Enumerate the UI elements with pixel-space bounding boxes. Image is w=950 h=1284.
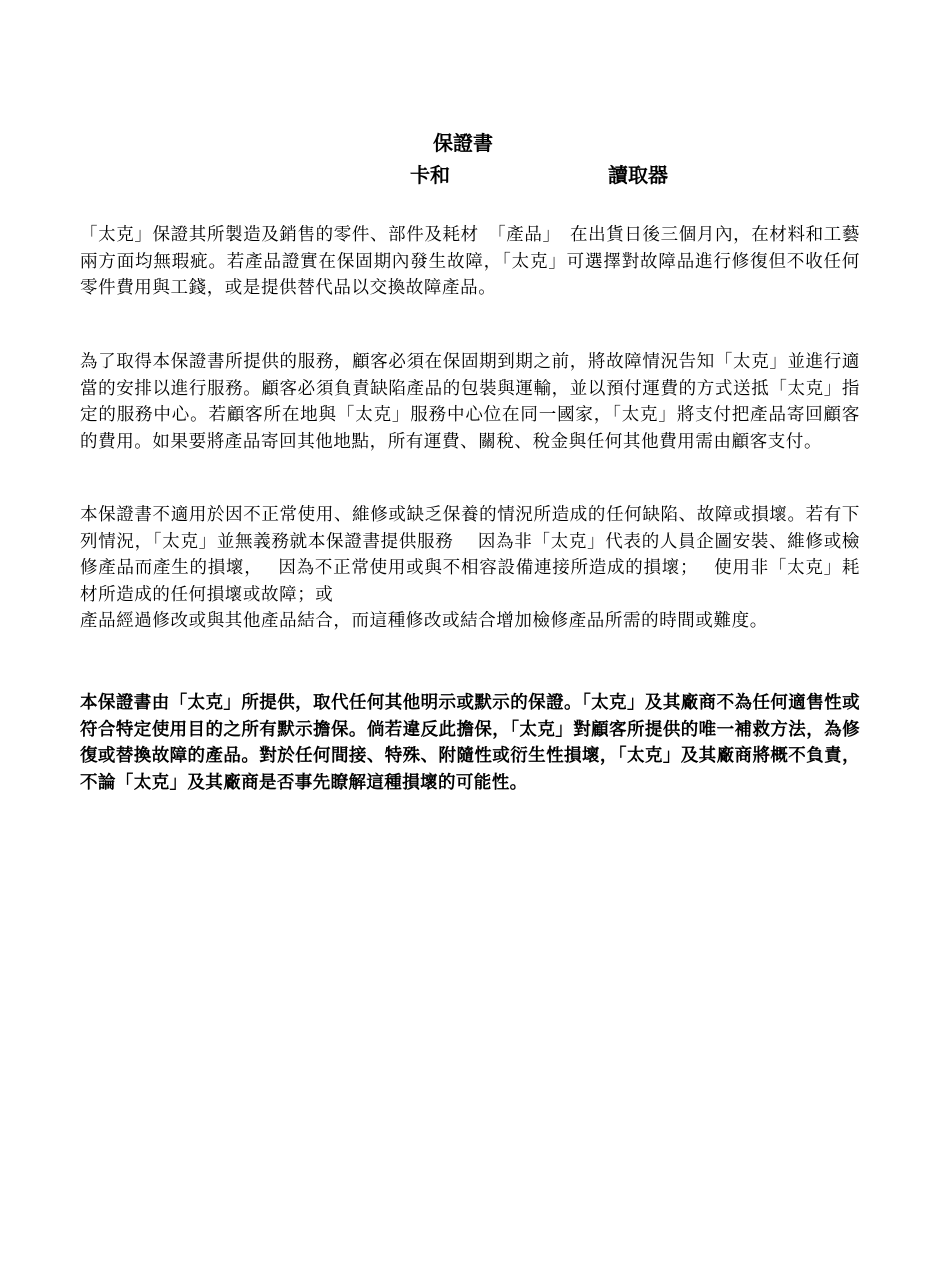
warranty-paragraph-exclusions: 本保證書不適用於因不正常使用、維修或缺乏保養的情況所造成的任何缺陷、故障或損壞。若有下列情況，「太克」並無義務就本保證書提供服務 因為非「太克」代表的人員企圖安裝、維修或檢修產品而產生的損壞， 因為不正常使用或與不相容設備連接所造成的損壞； 使用非「太克」耗材所造成的任何損壞或故障；或 產品經過修改或與其他產品結合，而這種修改或結合增加檢修產品所需的時間或難度。 [80, 505, 860, 631]
warranty-paragraph-disclaimer: 本保證書由「太克」所提供，取代任何其他明示或默示的保證。「太克」及其廠商不為任何適售性或符合特定使用目的之所有默示擔保。倘若違反此擔保，「太克」對顧客所提供的唯一補救方法，為修復或替換故障的產品。對於任何間接、特殊、附隨性或衍生性損壞，「太克」及其廠商將概不負責，不論「太克」及其廠商是否事先瞭解這種損壞的可能性。 [80, 693, 860, 793]
subtitle-card: 卡和 [410, 163, 450, 187]
warranty-paragraph-coverage: 「太克」保證其所製造及銷售的零件、部件及耗材 「產品」 在出貨日後三個月內，在材料和工藝兩方面均無瑕疵。若產品證實在保固期內發生故障，「太克」可選擇對故障品進行修復但不收任何零件費用與工錢，或是提供替代品以交換故障產品。 [80, 225, 860, 298]
subtitle-reader: 讀取器 [608, 163, 668, 187]
page-title: 保證書 [433, 131, 493, 155]
warranty-paragraph-service: 為了取得本保證書所提供的服務，顧客必須在保固期到期之前，將故障情況告知「太克」並進行適當的安排以進行服務。顧客必須負責缺陷產品的包裝與運輸，並以預付運費的方式送抵「太克」指定的服務中心。若顧客所在地與「太克」服務中心位在同一國家，「太克」將支付把產品寄回顧客的費用。如果要將產品寄回其他地點，所有運費、關稅、稅金與任何其他費用需由顧客支付。 [80, 352, 860, 452]
